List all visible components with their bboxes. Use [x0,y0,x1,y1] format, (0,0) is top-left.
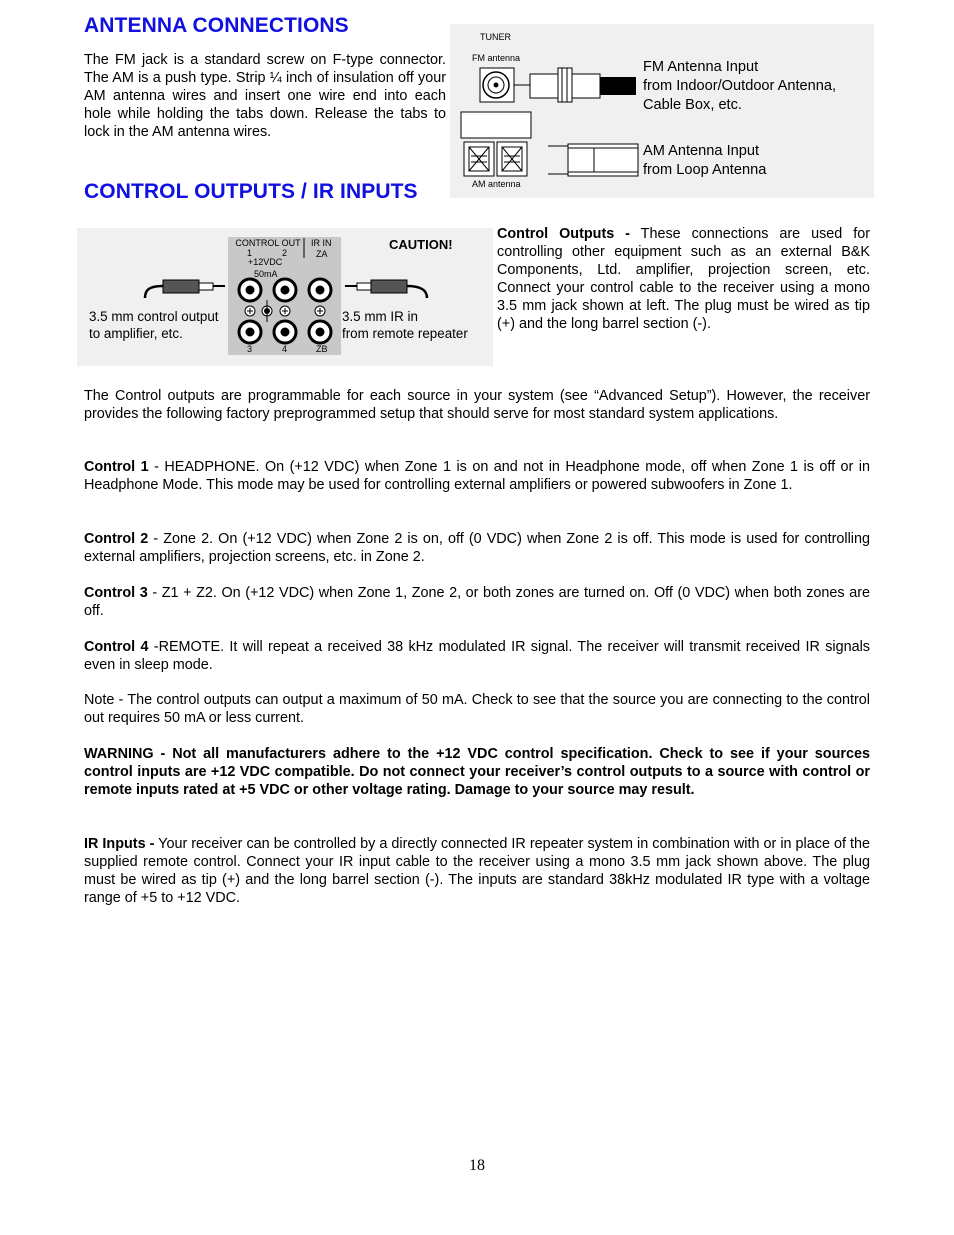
control-outputs-paragraph [497,225,870,333]
am-antenna-label: AM antenna [472,179,521,189]
intro-paragraph: The Control outputs are programmable for each source in your system (see “Advanced Setup”). However, the receiver provides the following factory preprogrammed setup that should serve for most standard system applications. [84,388,870,422]
control-1-body: - HEADPHONE. On (+12 VDC) when Zone 1 is on and not in Headphone mode, off when Zone 1 is off or in Headphone Mode. This mode may be used for controlling external amplifiers or powered subwoofers in Zone 1. [84,459,871,493]
warning-paragraph: WARNING - Not all manufacturers adhere to the +12 VDC control specification. Check to see if your sources control inputs are +12 VDC compatible. Do not connect your receiver’s control outputs to a source with control or remote inputs rated at +5 VDC or other voltage rating. Damage to your source may result. [84,746,870,798]
am-terminal-icon [461,112,531,176]
control-4-lead: Control 4 [84,639,149,655]
control-4-body: -REMOTE. It will repeat a received 38 kHz modulated IR signal. The receiver will transmit received IR signals even in sleep mode. [84,639,870,673]
right-caption [342,308,492,342]
left-plug-icon [145,280,225,298]
control-heading: CONTROL OUTPUTS / IR INPUTS [84,180,418,203]
left-caption [89,308,229,342]
control-outputs-body: These connections are used for controlling other equipment such as an external B&K Components, Ltd. amplifier, projection screen, etc. Connect your control cable to the receiver using a mono 3.5 mm jack shown at left. The plug must be wired as tip (+) and the long barrel section (-). [497,226,870,332]
panel-num-2: 2 [282,248,288,258]
zb-label: ZB [316,344,328,354]
note-paragraph: Note - The control outputs can output a maximum of 50 mA. Check to see that the source you are connecting to the control out requires 50 mA or less current. [84,692,870,726]
fm-plug-icon [514,68,636,102]
control-3-body: - Z1 + Z2. On (+12 VDC) when Zone 1, Zone 2, or both zones are turned on. Off (0 VDC) when both zones are off. [84,585,870,619]
fm-caption-line2: from Indoor/Outdoor Antenna, [643,78,837,94]
right-caption-line1: 3.5 mm IR in [342,309,418,324]
antenna-paragraph: The FM jack is a standard screw on F-type connector. The AM is a push type. Strip ¼ inch of insulation off your AM antenna wires and insert one wire end into each hole while holding the tabs down. Release the tabs to lock in the AM antenna wires. [84,52,446,140]
ir-inputs-body: Your receiver can be controlled by a directly connected IR repeater system in combination with or in place of the supplied remote control. Connect your IR input cable to the receiver using a mono 3.5 mm jack shown above. The plug must be wired as tip (+) and the long barrel section (-). The inputs are standard 38kHz modulated IR type with a voltage range of +5 to +12 VDC. [84,836,870,906]
control-3-lead: Control 3 [84,585,148,601]
ir-inputs-lead: IR Inputs - [84,836,155,852]
control-2-paragraph [84,530,870,566]
control-outputs-lead: Control Outputs - [497,226,630,242]
panel-current: 50mA [254,269,278,279]
antenna-figure [450,24,874,198]
control-out-label: CONTROL OUT [235,238,301,248]
left-caption-line1: 3.5 mm control output [89,309,219,324]
fm-antenna-label: FM antenna [472,53,521,63]
am-caption-line1: AM Antenna Input [643,143,760,159]
tuner-label: TUNER [480,32,511,42]
ir-inputs-paragraph [84,835,870,907]
control-3-paragraph [84,584,870,620]
control-4-paragraph [84,638,870,674]
right-plug-icon [345,280,427,298]
fm-jack-icon [480,68,514,102]
control-2-body: - Zone 2. On (+12 VDC) when Zone 2 is on, off (0 VDC) when Zone 2 is off. This mode is used for controlling external amplifiers, projection screens, etc. in Zone 2. [84,531,871,565]
control-1-paragraph [84,458,870,494]
fm-caption-line1: FM Antenna Input [643,59,759,75]
am-caption-line2: from Loop Antenna [643,162,767,178]
ir-in-label: IR IN [311,238,332,248]
control-2-lead: Control 2 [84,531,149,547]
za-label: ZA [316,249,328,259]
panel-num-3: 3 [247,344,253,354]
panel-num-4: 4 [282,344,288,354]
am-wire-icon [548,144,638,176]
control-figure [77,228,493,366]
fm-caption [643,58,873,115]
panel-voltage: +12VDC [248,257,283,267]
antenna-heading: ANTENNA CONNECTIONS [84,14,349,37]
am-caption [643,142,873,180]
panel-num-1: 1 [247,248,253,258]
fm-caption-line3: Cable Box, etc. [643,97,742,113]
left-caption-line2: to amplifier, etc. [89,326,183,341]
page-number: 18 [469,1157,485,1174]
control-1-lead: Control 1 [84,459,149,475]
caution-label: CAUTION! [389,237,453,252]
right-caption-line2: from remote repeater [342,326,468,341]
